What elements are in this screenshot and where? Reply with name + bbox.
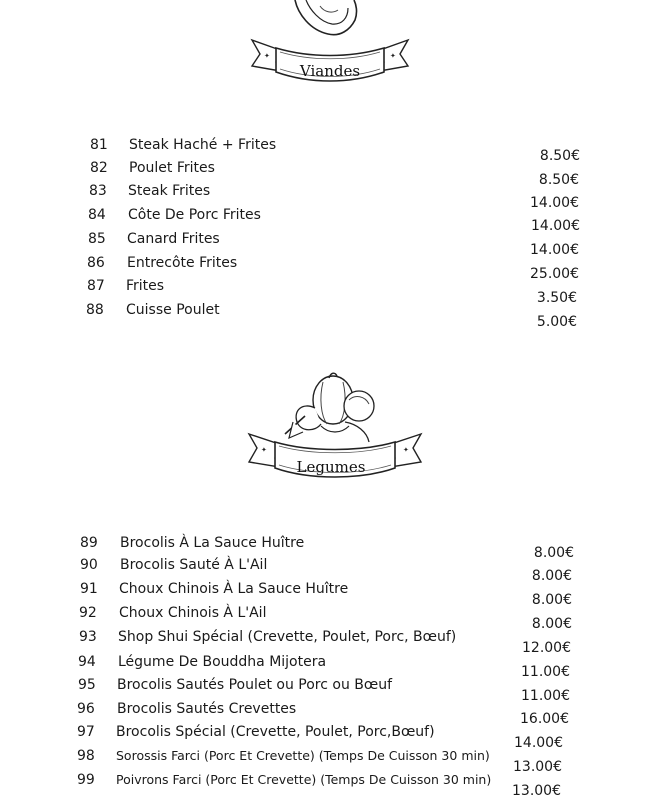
viandes-emblem (240, 0, 420, 90)
item-number: 94 (78, 654, 96, 670)
item-price: 8.50€ (539, 148, 580, 164)
item-price: 14.00€ (530, 242, 579, 258)
item-number: 95 (78, 677, 96, 693)
item-name: Brocolis Sauté À L'Ail (120, 557, 268, 573)
item-number: 82 (90, 160, 108, 176)
item-name: Poulet Frites (129, 160, 215, 176)
item-price: 11.00€ (521, 664, 570, 680)
item-number: 91 (80, 581, 98, 597)
item-number: 86 (87, 255, 105, 271)
item-name: Brocolis Spécial (Crevette, Poulet, Porc,Bœuf) (116, 724, 435, 740)
item-name: Brocolis À La Sauce Huître (120, 535, 305, 551)
item-number: 81 (90, 137, 108, 153)
item-name: Frites (126, 278, 165, 294)
item-name: Cuisse Poulet (126, 302, 220, 318)
item-price: 8.00€ (531, 592, 572, 608)
item-price: 5.00€ (536, 314, 577, 330)
item-price: 14.00€ (530, 195, 579, 211)
item-number: 97 (77, 724, 95, 740)
item-name: Côte De Porc Frites (128, 207, 261, 223)
item-name: Sorossis Farci (Porc Et Crevette) (Temps De Cuisson 30 min) (116, 748, 490, 763)
item-price: 13.00€ (512, 783, 561, 799)
item-number: 89 (80, 535, 98, 551)
svg-text:✦: ✦ (264, 52, 270, 60)
item-price: 14.00€ (514, 735, 563, 751)
item-price: 12.00€ (522, 640, 571, 656)
item-number: 87 (87, 278, 105, 294)
item-name: Entrecôte Frites (127, 255, 238, 271)
item-name: Poivrons Farci (Porc Et Crevette) (Temps De Cuisson 30 min) (116, 772, 492, 787)
legumes-emblem (245, 372, 425, 487)
viandes-title: Viandes (299, 62, 361, 80)
item-name: Steak Haché + Frites (129, 137, 277, 153)
item-price: 16.00€ (520, 711, 569, 727)
item-name: Choux Chinois À L'Ail (119, 605, 267, 621)
item-name: Légume De Bouddha Mijotera (118, 654, 327, 670)
item-price: 8.00€ (531, 616, 572, 632)
legumes-title: Legumes (296, 458, 366, 476)
item-price: 8.00€ (531, 568, 572, 584)
item-number: 90 (80, 557, 98, 573)
item-number: 98 (77, 748, 95, 764)
item-number: 93 (79, 629, 97, 645)
svg-text:✦: ✦ (261, 446, 267, 454)
item-price: 11.00€ (521, 688, 570, 704)
svg-text:✦: ✦ (390, 52, 396, 60)
item-number: 84 (88, 207, 106, 223)
item-price: 25.00€ (530, 266, 579, 282)
item-price: 14.00€ (531, 218, 580, 234)
vegetables-icon (245, 372, 425, 487)
item-number: 99 (77, 772, 95, 788)
item-number: 83 (89, 183, 107, 199)
item-number: 92 (79, 605, 97, 621)
steak-icon (240, 0, 420, 90)
item-price: 13.00€ (513, 759, 562, 775)
item-price: 8.50€ (538, 172, 579, 188)
item-price: 8.00€ (533, 545, 574, 561)
item-number: 96 (77, 701, 95, 717)
item-name: Shop Shui Spécial (Crevette, Poulet, Porc, Bœuf) (118, 629, 457, 645)
item-name: Choux Chinois À La Sauce Huître (119, 581, 349, 597)
item-name: Brocolis Sautés Poulet ou Porc ou Bœuf (117, 677, 393, 693)
item-name: Brocolis Sautés Crevettes (117, 701, 297, 717)
item-price: 3.50€ (536, 290, 577, 306)
item-name: Steak Frites (128, 183, 211, 199)
svg-text:✦: ✦ (403, 446, 409, 454)
item-name: Canard Frites (127, 231, 220, 247)
item-number: 85 (88, 231, 106, 247)
item-number: 88 (86, 302, 104, 318)
